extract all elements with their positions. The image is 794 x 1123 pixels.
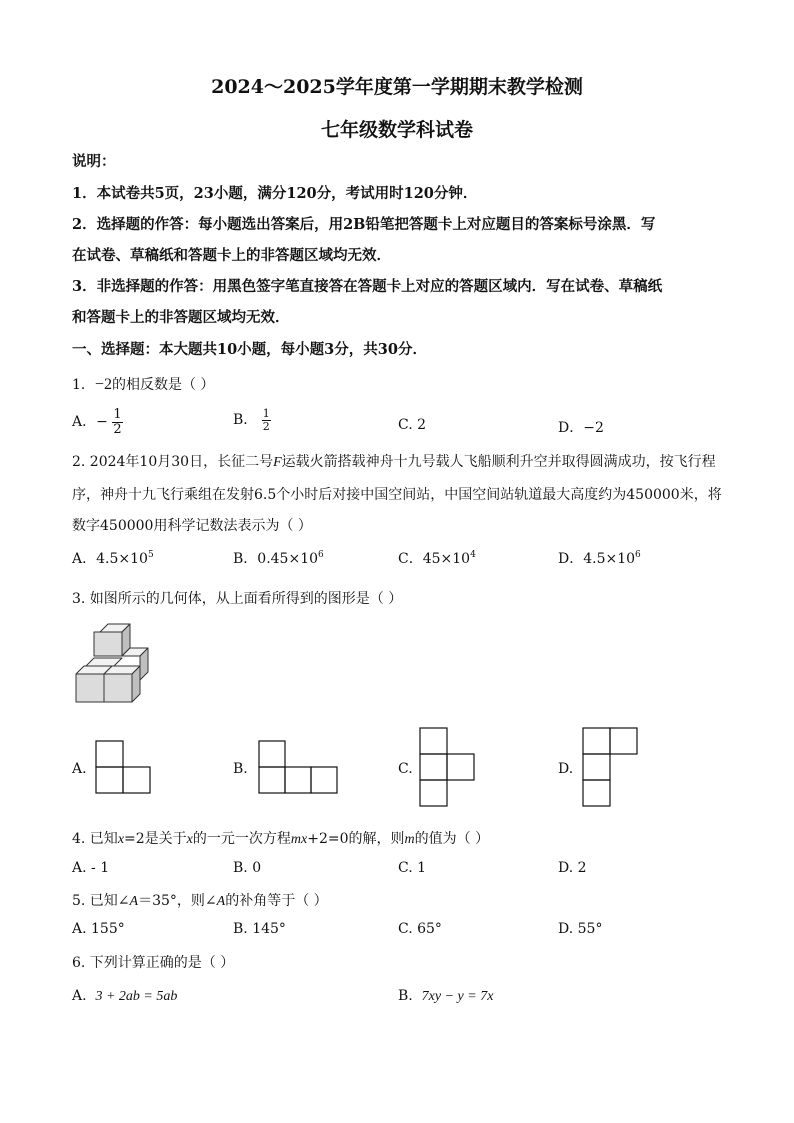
note-3b: 和答题卡上的非答题区域均无效． <box>72 309 290 326</box>
q4-option-a: A. - 1 <box>72 860 110 876</box>
exam-subtitle: 七年级数学科试卷 <box>320 119 473 141</box>
section-heading: 一、选择题：本大题共10小题，每小题3分，共30分． <box>72 341 427 358</box>
q3-option-b-label: B. <box>233 761 248 777</box>
exam-title: 2024～2025学年度第一学期期末教学检测 <box>211 76 583 98</box>
q2-option-d: D．$4.5\times 10^6$ <box>558 550 641 567</box>
q4-option-b: B. 0 <box>233 860 262 876</box>
note-2a: 2．选择题的作答：每小题选出答案后，用2B铅笔把答题卡上对应题目的答案标号涂黑．写 <box>72 216 656 233</box>
notes-heading: 说明： <box>72 153 116 170</box>
q1-option-b: B． $\frac{1}{2}$ <box>233 407 270 433</box>
note-3a: 3．非选择题的作答：用黑色签字笔直接答在答题卡上对应的答题区域内．写在试卷、草稿纸 <box>72 278 663 295</box>
q3-option-c-label: C. <box>398 761 413 777</box>
q3-option-b-figure <box>258 740 339 795</box>
question-5: 5. 已知∠A＝35°，则∠A的补角等于（ ） <box>72 893 328 909</box>
q5-option-d: D. 55° <box>558 921 603 937</box>
q3-option-a-label: A. <box>72 761 87 777</box>
q5-option-a: A. 155° <box>72 921 125 937</box>
q6-option-a: A. 3 + 2ab = 5ab <box>72 988 178 1004</box>
q2-option-c: C．$45\times 10^4$ <box>398 550 476 567</box>
q5-option-b: B. 145° <box>233 921 286 937</box>
note-1: 1．本试卷共5页，23小题，满分120分，考试用时120分钟． <box>72 185 478 202</box>
q3-option-c-figure <box>419 727 475 808</box>
q5-option-c: C. 65° <box>398 921 442 937</box>
q2-option-b: B．$0.45\times 10^6$ <box>233 550 324 567</box>
q2-option-a: A．$4.5\times 10^5$ <box>72 550 154 567</box>
q1-option-d: D．−2 <box>558 420 604 436</box>
question-4: 4. 已知x=2是关于x的一元一次方程mx+2=0的解，则m的值为（ ） <box>72 831 490 847</box>
question-2-line-1: 2. 2024年10月30日，长征二号F运载火箭搭载神舟十九号载人飞船顺利升空并取得圆满成功，按飞行程 <box>72 454 716 470</box>
q3-option-d-label: D. <box>558 761 574 777</box>
note-2b: 在试卷、草稿纸和答题卡上的非答题区域均无效． <box>72 247 391 264</box>
cube-solid-figure <box>74 622 154 706</box>
question-6: 6. 下列计算正确的是（ ） <box>72 955 235 971</box>
q4-option-d: D. 2 <box>558 860 587 876</box>
q3-option-d-figure <box>582 727 638 808</box>
q6-option-b: B. 7xy − y = 7x <box>398 988 494 1004</box>
q4-option-c: C. 1 <box>398 860 427 876</box>
q3-option-a-figure <box>95 740 151 795</box>
question-3: 3. 如图所示的几何体，从上面看所得到的图形是（ ） <box>72 591 403 607</box>
question-2-line-2: 序，神舟十九飞行乘组在发射6.5个小时后对接中国空间站，中国空间站轨道最大高度约为450000米，将 <box>72 487 722 503</box>
question-2-line-3: 数字450000用科学记数法表示为（ ） <box>72 518 312 534</box>
question-1: 1．−2的相反数是（ ） <box>72 376 215 393</box>
q1-option-c: C. 2 <box>398 417 427 433</box>
q1-option-a: A．− $\frac{1}{2}$ <box>72 407 122 437</box>
